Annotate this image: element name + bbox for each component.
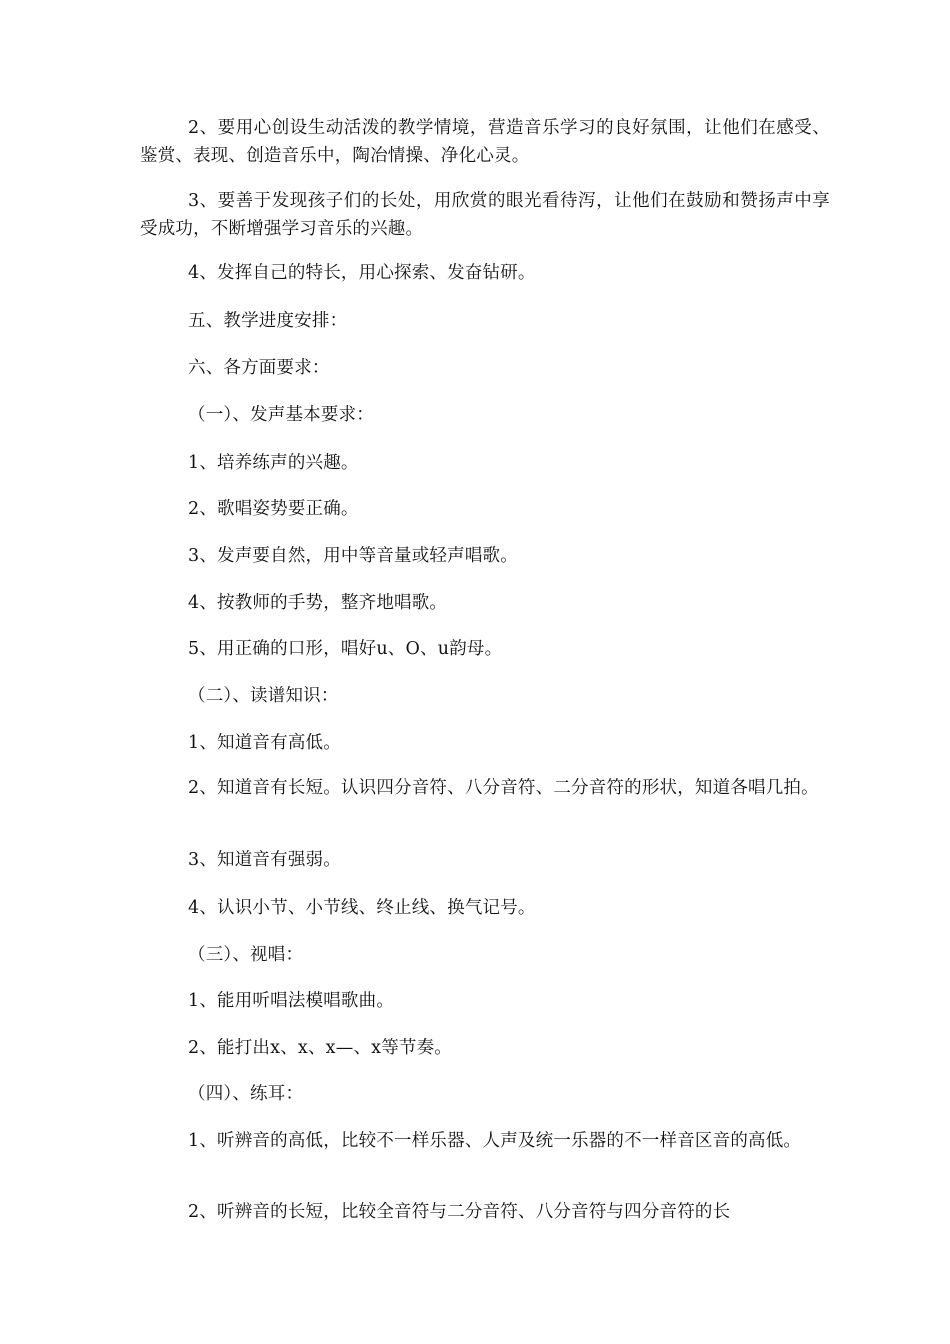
paragraph-discover-strengths: 3、要善于发现孩子们的长处，用欣赏的眼光看待泻，让他们在鼓励和赞扬声中享受成功，不断增强学习音乐的兴趣。 [140,191,830,239]
subheading-vocal-basics: （一）、发声基本要求： [188,405,374,425]
list-item-sight-2: 2、能打出x、x、x—、x等节奏。 [188,1038,453,1058]
heading-requirements: 六、各方面要求： [188,358,330,378]
list-item-sight-1: 1、能用听唱法模唱歌曲。 [188,991,395,1011]
list-item-score-3: 3、知道音有强弱。 [188,850,341,870]
list-item-score-1: 1、知道音有高低。 [188,733,341,753]
list-item-vocal-1: 1、培养练声的兴趣。 [188,453,359,473]
list-item-vocal-4: 4、按教师的手势，整齐地唱歌。 [188,593,448,613]
heading-teaching-schedule: 五、教学进度安排： [188,311,348,331]
list-item-vocal-5: 5、用正确的口形，唱好u、O、u韵母。 [188,639,503,659]
list-item-vocal-2: 2、歌唱姿势要正确。 [188,499,359,519]
list-item-ear-2: 2、听辨音的长短，比较全音符与二分音符、八分音符与四分音符的长 [188,1202,731,1222]
paragraph-create-situation: 2、要用心创设生动活泼的教学情境，营造音乐学习的良好氛围，让他们在感受、鉴赏、表现、创造音乐中，陶冶情操、净化心灵。 [140,118,830,166]
subheading-ear-training: （四）、练耳： [188,1084,304,1104]
list-item-score-2: 2、知道音有长短。认识四分音符、八分音符、二分音符的形状，知道各唱几拍。 [188,778,819,798]
subheading-score-reading: （二）、读谱知识： [188,686,339,706]
subheading-sight-singing: （三）、视唱： [188,945,304,965]
list-item-ear-1: 1、听辨音的高低，比较不一样乐器、人声及统一乐器的不一样音区音的高低。 [188,1131,802,1151]
list-item-score-4: 4、认识小节、小节线、终止线、换气记号。 [188,898,536,918]
list-item-vocal-3: 3、发声要自然，用中等音量或轻声唱歌。 [188,546,518,566]
paragraph-own-strengths: 4、发挥自己的特长，用心探索、发奋钻研。 [188,263,536,283]
